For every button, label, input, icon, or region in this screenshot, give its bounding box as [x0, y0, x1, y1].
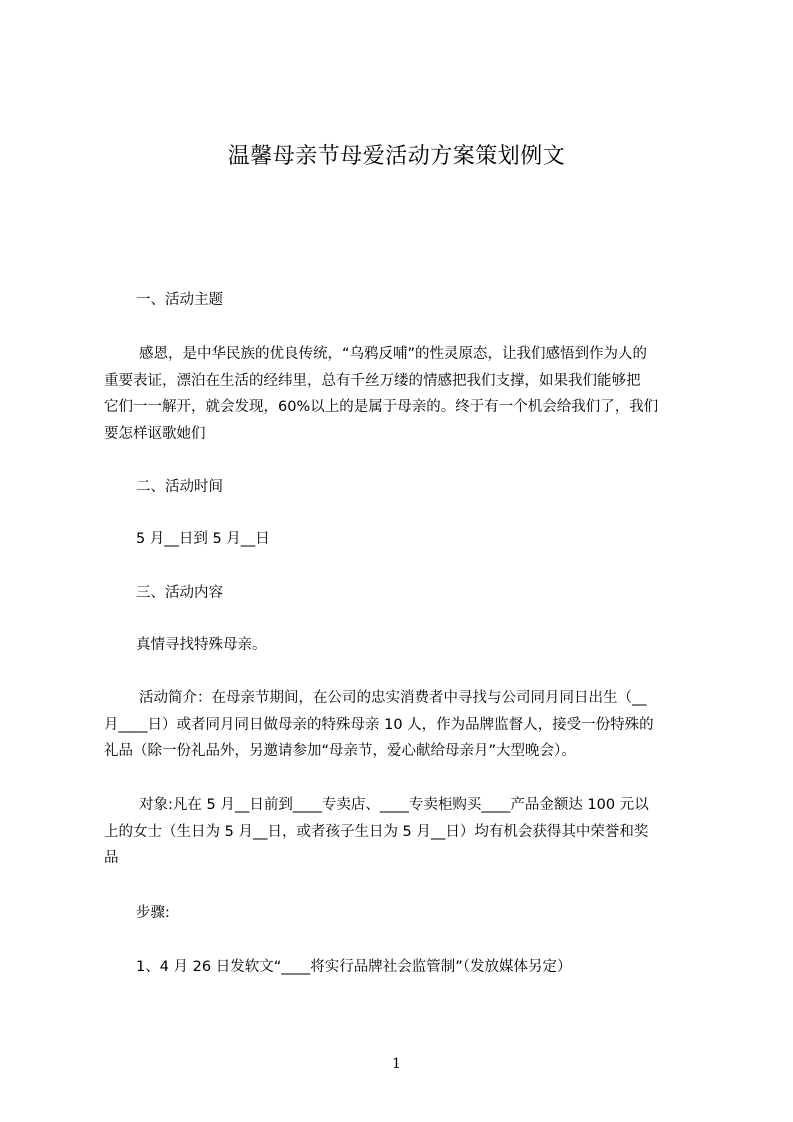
paragraph-line: 月____日）或者同月同日做母亲的特殊母亲 10 人，作为品牌监督人，接受一份特殊的 [104, 716, 654, 733]
paragraph-line: 品 [104, 850, 119, 866]
target-paragraph [104, 792, 698, 872]
paragraph-line: 感恩，是中华民族的优良传统，“乌鸦反哺”的性灵原态，让我们感悟到作为人的 [139, 346, 648, 362]
time-range-text: 5 月__日到 5 月__日 [136, 531, 270, 547]
paragraph-line: 重要表证，漂泊在生活的经纬里，总有千丝万缕的情感把我们支撑，如果我们能够把 [104, 372, 641, 389]
theme-paragraph [104, 341, 698, 447]
paragraph-line: 上的女士（生日为 5 月__日，或者孩子生日为 5 月__日）均有机会获得其中荣誉和奖 [104, 823, 649, 840]
page-number: 1 [392, 1056, 401, 1072]
paragraph-line: 活动简介：在母亲节期间，在公司的忠实消费者中寻找与公司同月同日出生（__ [139, 690, 647, 706]
step-item: 1、4 月 26 日发软文“____将实行品牌社会监管制”（发放媒体另定） [136, 959, 572, 975]
content-summary-text: 真情寻找特殊母亲。 [136, 637, 267, 653]
document-title: 温馨母亲节母爱活动方案策划例文 [227, 144, 566, 169]
paragraph-line: 要怎样讴歌她们 [104, 425, 206, 442]
paragraph-line: 礼品（除一份礼品外，另邀请参加“母亲节，爱心献给母亲月”大型晚会）。 [104, 743, 576, 759]
paragraph-line: 它们一一解开，就会发现，60%以上的是属于母亲的。终于有一个机会给我们了，我们 [104, 399, 659, 415]
paragraph-line: 对象:凡在 5 月__日前到____专卖店、____专卖柜购买____产品金额达 100 元以 [139, 797, 649, 813]
intro-paragraph [104, 685, 698, 765]
section-heading-time: 二、活动时间 [136, 479, 223, 495]
section-heading-theme: 一、活动主题 [136, 292, 223, 308]
section-heading-content: 三、活动内容 [136, 585, 223, 601]
steps-heading: 步骤: [136, 905, 170, 921]
